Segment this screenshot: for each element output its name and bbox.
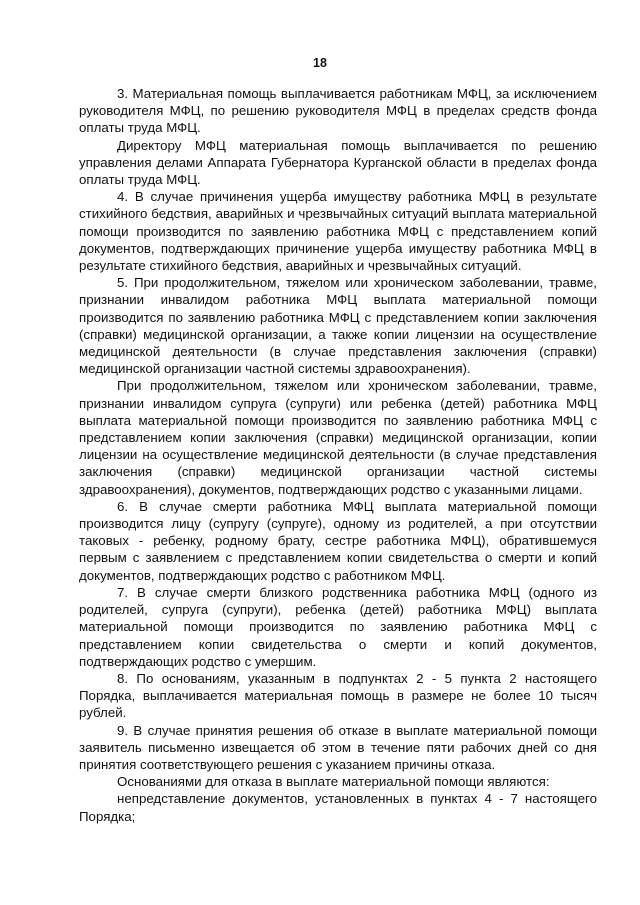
paragraph-7: 7. В случае смерти близкого родственника работника МФЦ (одного из родителей, супруга (супруги), ребенка (детей) работника МФЦ) выплата материальной помощи производится по заявлению работника МФЦ с представлением копии свидетельства о смерти и копий документов, подтверждающих родство с умершим. bbox=[79, 584, 597, 669]
paragraph-4: 4. В случае причинения ущерба имуществу работника МФЦ в результате стихийного бедствия, аварийных и чрезвычайных ситуаций выплата материальной помощи производится по заявлению работника МФЦ с представлением копий документов, подтверждающих причинение ущерба имуществу работника МФЦ в результате стихийного бедствия, аварийных и чрезвычайных ситуаций. bbox=[79, 189, 597, 274]
paragraph-6: 6. В случае смерти работника МФЦ выплата материальной помощи производится лицу (супругу (супруге), одному из родителей, а при отсутствии таковых - ребенку, родному брату, сестре работника МФЦ), обратившемуся первым с заявлением с представлением копии свидетельства о смерти и копий документов, подтверждающих родство с работником МФЦ. bbox=[79, 498, 597, 583]
paragraph-9: 9. В случае принятия решения об отказе в выплате материальной помощи заявитель письменно извещается об этом в течение пяти рабочих дней со дня принятия соответствующего решения с указанием причины отказа. bbox=[79, 722, 597, 772]
paragraph-refusal-grounds: Основаниями для отказа в выплате материальной помощи являются: bbox=[117, 774, 550, 790]
paragraph-director: Директору МФЦ материальная помощь выплачивается по решению управления делами Аппарата Губернатора Курганской области в пределах фонда оплаты труда МФЦ. bbox=[79, 137, 597, 188]
paragraph-3: 3. Материальная помощь выплачивается работникам МФЦ, за исключением руководителя МФЦ, по решению руководителя МФЦ в пределах средств фонда оплаты труда МФЦ. bbox=[79, 86, 597, 136]
paragraph-refusal-item: непредставление документов, установленных в пунктах 4 - 7 настоящего Порядка; bbox=[79, 791, 597, 824]
paragraph-5-family: При продолжительном, тяжелом или хроническом заболевании, травме, признании инвалидом супруга (супруги) или ребенка (детей) работника МФЦ выплата материальной помощи производится по заявлению работника МФЦ с представлением копии заключения (справки) медицинской организации, копии лицензии на осуществление медицинской деятельности (в случае представления заключения (справки) медицинской организации частной системы здравоохранения), документов, подтверждающих родство с указанными лицами. bbox=[79, 378, 597, 497]
document-body bbox=[79, 85, 597, 825]
paragraph-8: 8. По основаниям, указанным в подпунктах 2 - 5 пункта 2 настоящего Порядка, выплачивается материальная помощь в размере не более 10 тысяч рублей. bbox=[79, 670, 597, 721]
page-number: 18 bbox=[313, 56, 327, 70]
paragraph-5: 5. При продолжительном, тяжелом или хроническом заболевании, травме, признании инвалидом работника МФЦ выплата материальной помощи производится по заявлению работника МФЦ с представлением копии заключения (справки) медицинской организации, а также копии лицензии на осуществление медицинской деятельности (в случае представления заключения (справки) медицинской организации частной системы здравоохранения). bbox=[79, 275, 597, 377]
